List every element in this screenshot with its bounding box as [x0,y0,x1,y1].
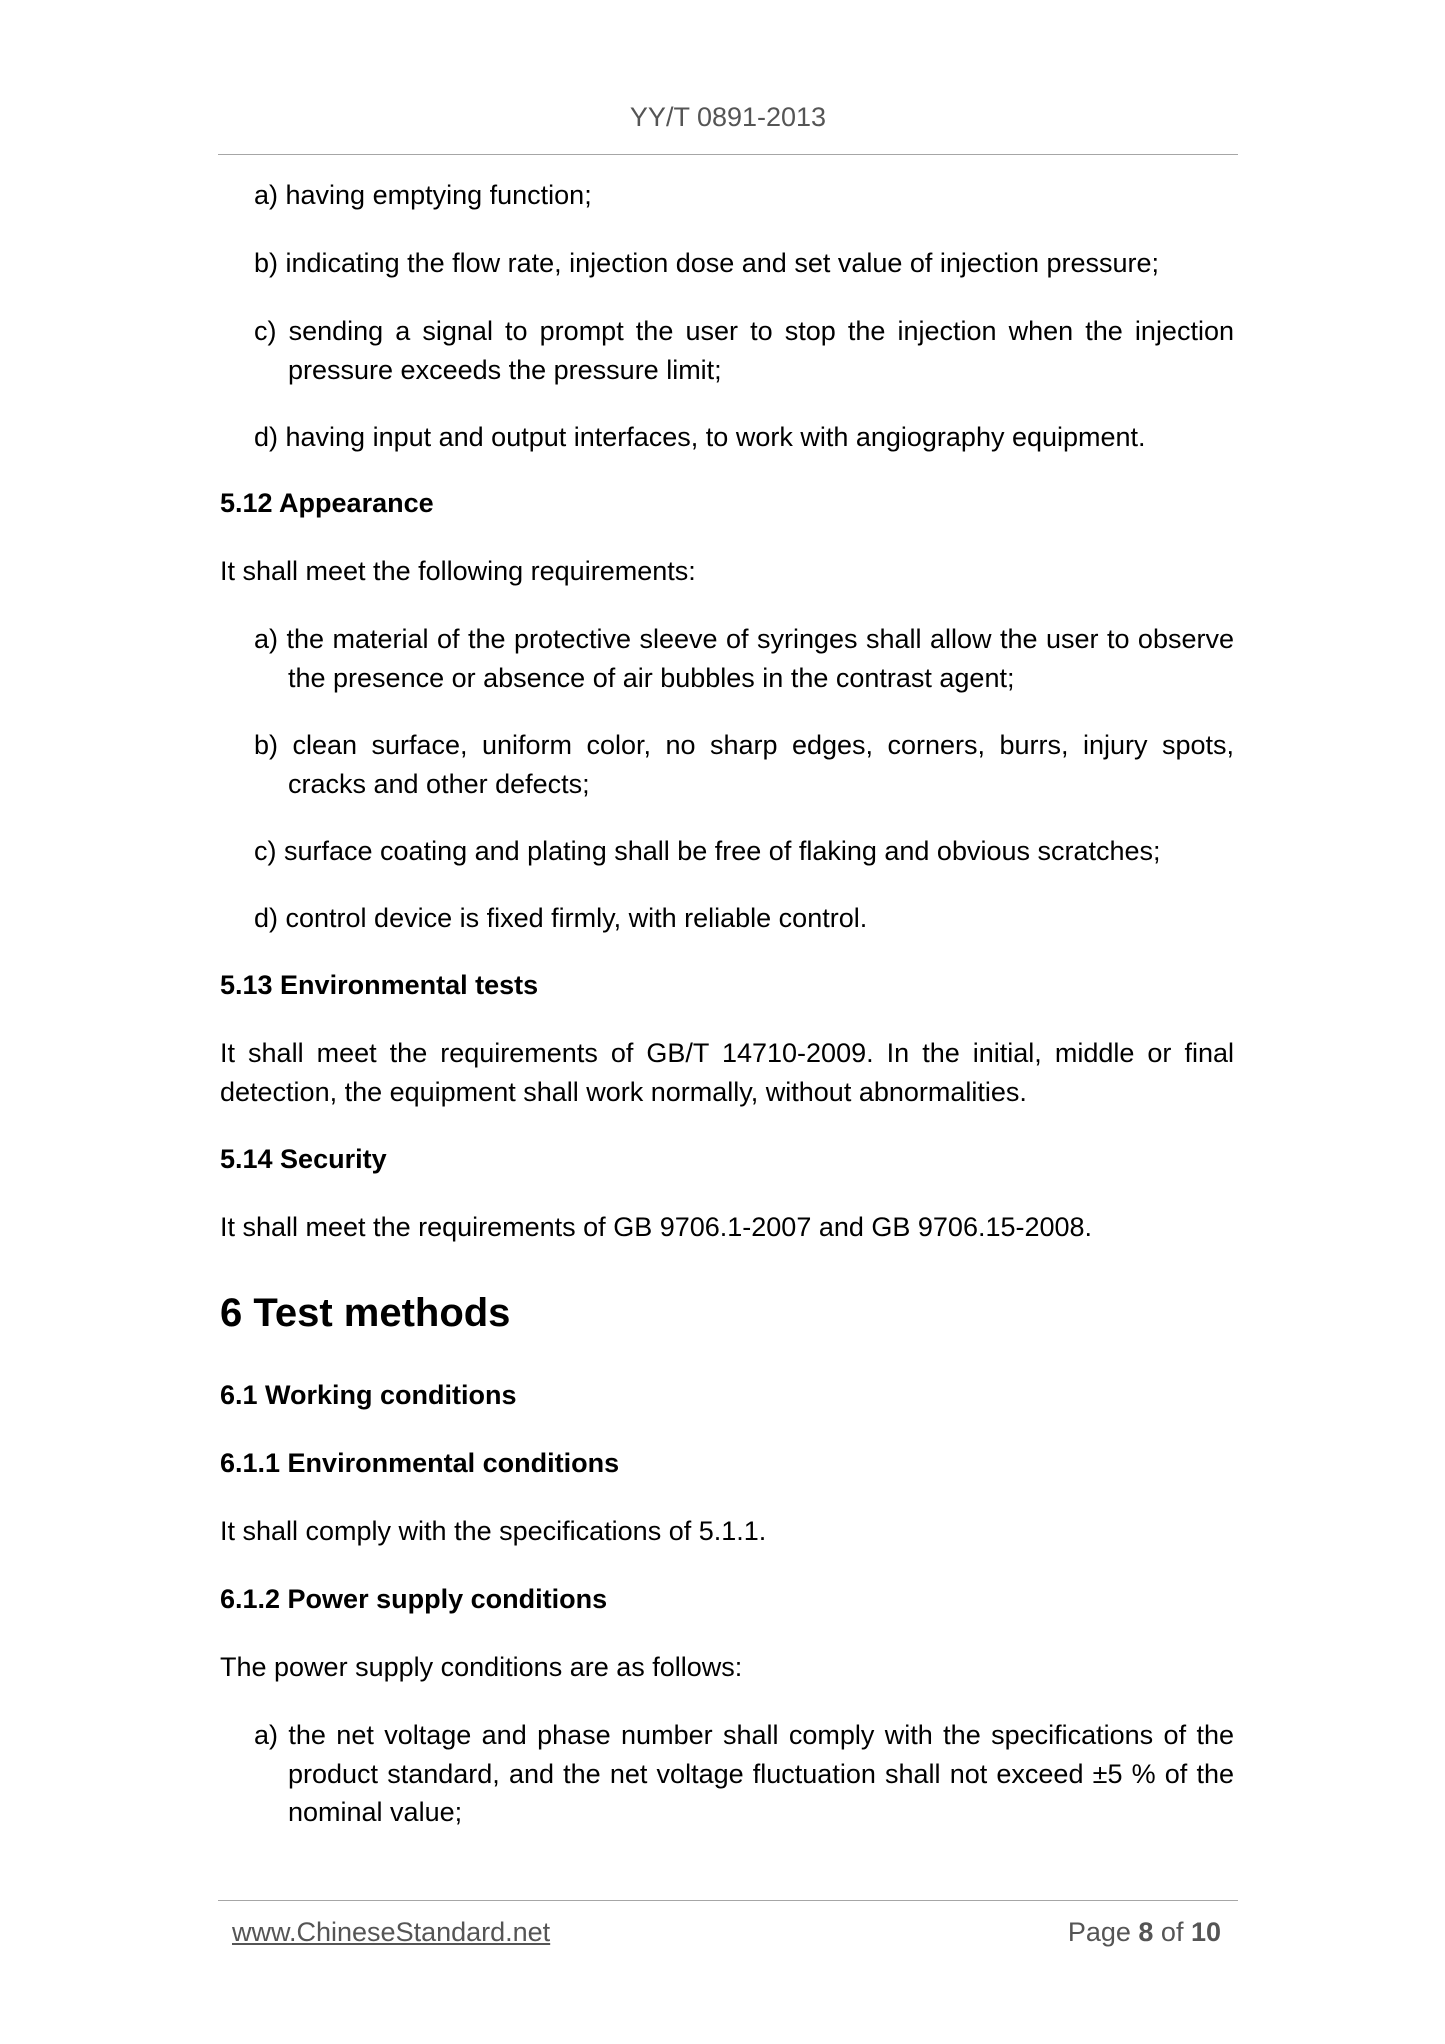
section-heading-6-1-2: 6.1.2 Power supply conditions [220,1584,608,1614]
paragraph: It shall comply with the specifications of 5.1.1. [220,1516,767,1546]
list-item: b) clean surface, uniform color, no sharp edges, corners, burrs, injury spots, cracks and other defects; [254,730,1234,799]
list-item: a) the net voltage and phase number shall comply with the specifications of the product standard, and the net voltage fluctuation shall not exceed ±5 % of the nominal value; [254,1720,1234,1827]
list-item: d) having input and output interfaces, to work with angiography equipment. [254,422,1146,452]
chapter-heading-6: 6 Test methods [220,1291,511,1335]
website-link[interactable]: www.ChineseStandard.net [232,1917,551,1947]
page-of: of [1153,1917,1191,1947]
paragraph: The power supply conditions are as follows: [220,1652,743,1682]
footer-rule [218,1900,1238,1901]
document-id-header: YY/T 0891-2013 [629,102,827,132]
list-item: c) sending a signal to prompt the user to stop the injection when the injection pressure exceeds the pressure limit; [254,316,1234,385]
paragraph: It shall meet the requirements of GB/T 14710-2009. In the initial, middle or final detection, the equipment shall work normally, without abnormalities. [220,1038,1234,1107]
paragraph: It shall meet the requirements of GB 9706.1-2007 and GB 9706.15-2008. [220,1212,1093,1242]
list-item: d) control device is fixed firmly, with reliable control. [254,903,868,933]
section-heading-5-13: 5.13 Environmental tests [220,970,539,1000]
section-heading-6-1: 6.1 Working conditions [220,1380,517,1410]
header-rule [218,154,1238,155]
page-current: 8 [1138,1917,1154,1947]
page-total: 10 [1190,1917,1221,1947]
list-item: c) surface coating and plating shall be free of flaking and obvious scratches; [254,836,1161,866]
paragraph: It shall meet the following requirements: [220,556,696,586]
list-item: a) having emptying function; [254,180,592,210]
page-prefix: Page [1067,1917,1139,1947]
list-item: a) the material of the protective sleeve of syringes shall allow the user to observe the presence or absence of air bubbles in the contrast agent; [254,624,1234,693]
section-heading-6-1-1: 6.1.1 Environmental conditions [220,1448,620,1478]
section-heading-5-12: 5.12 Appearance [220,488,434,518]
section-heading-5-14: 5.14 Security [220,1144,387,1174]
list-item: b) indicating the flow rate, injection dose and set value of injection pressure; [254,248,1160,278]
page-number [1068,1917,1221,1948]
